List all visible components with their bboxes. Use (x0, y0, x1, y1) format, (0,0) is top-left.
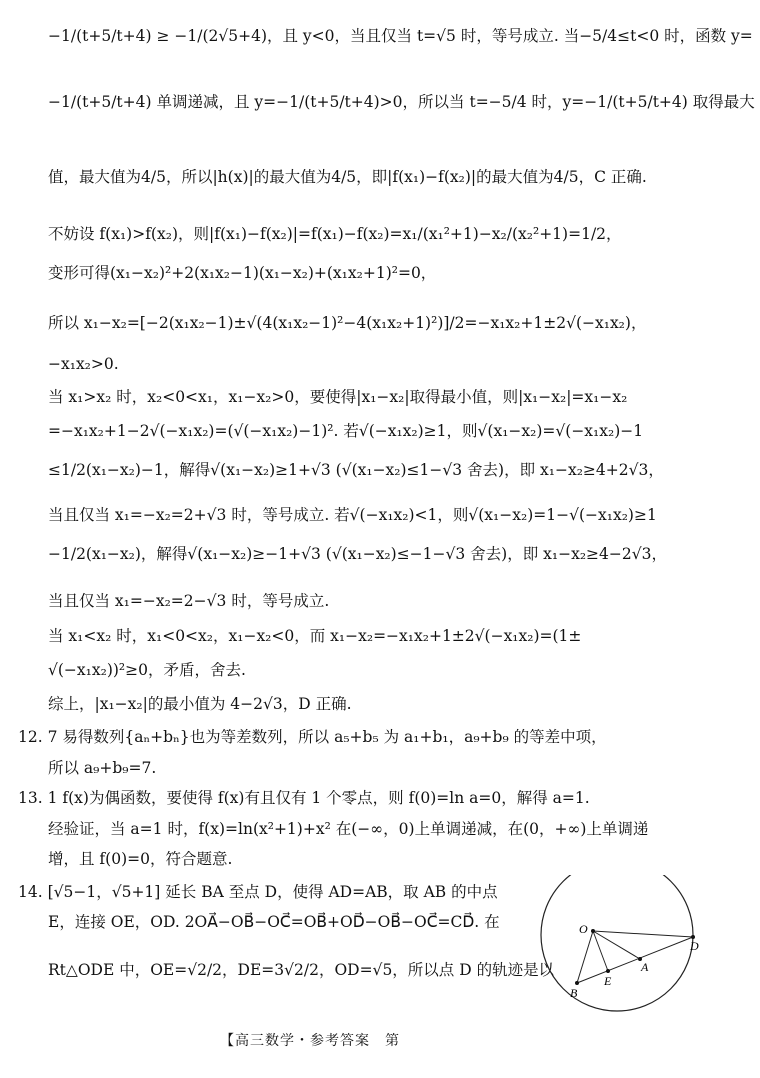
point-O (591, 929, 595, 933)
text-line: −1/(t+5/t+4) ≥ −1/(2√5+4)，且 y<0，当且仅当 t=√5 时，等号成立. 当−5/4≤t<0 时，函数 y= (48, 27, 753, 45)
text-line: =−x₁x₂+1−2√(−x₁x₂)=(√(−x₁x₂)−1)². 若√(−x₁x₂)≥1，则√(x₁−x₂)=√(−x₁x₂)−1 (48, 422, 644, 440)
text-line: 变形可得(x₁−x₂)²+2(x₁x₂−1)(x₁−x₂)+(x₁x₂+1)²=0， (48, 264, 437, 282)
text-line: 不妨设 f(x₁)>f(x₂)，则|f(x₁)−f(x₂)|=f(x₁)−f(x₂)=x₁/(x₁²+1)−x₂/(x₂²+1)=1/2， (48, 225, 622, 243)
fade-overlay (400, 1020, 760, 1078)
segment-OB (577, 931, 593, 983)
text-line: −1/2(x₁−x₂)，解得√(x₁−x₂)≥−1+√3 (√(x₁−x₂)≤−1−√3 舍去)，即 x₁−x₂≥4−2√3， (48, 545, 667, 563)
label-D: D (690, 939, 699, 953)
circle (541, 875, 693, 1011)
segment-BD (577, 937, 693, 983)
text-line: E，连接 OE，OD. 2OA⃗−OB⃗−OC⃗=OB⃗+OD⃗−OB⃗−OC⃗=CD⃗. 在 (48, 913, 500, 931)
text-line: −1/(t+5/t+4) 单调递减，且 y=−1/(t+5/t+4)>0，所以当 t=−5/4 时，y=−1/(t+5/t+4) 取得最大 (48, 93, 755, 111)
text-line: 当 x₁>x₂ 时，x₂<0<x₁，x₁−x₂>0，要使得|x₁−x₂|取得最小值，则|x₁−x₂|=x₁−x₂ (48, 388, 628, 406)
text-line: 综上，|x₁−x₂|的最小值为 4−2√3，D 正确. (48, 695, 352, 713)
point-E (606, 969, 610, 973)
text-line: 所以 a₉+b₉=7. (48, 759, 157, 777)
label-E: E (604, 974, 612, 988)
text-line: 12. 7 易得数列{aₙ+bₙ}也为等差数列，所以 a₅+b₅ 为 a₁+b₁，a₉+b₉ 的等差中项， (18, 728, 607, 746)
text-line: 所以 x₁−x₂=[−2(x₁x₂−1)±√(4(x₁x₂−1)²−4(x₁x₂+1)²)]/2=−x₁x₂+1±2√(−x₁x₂)， (48, 314, 647, 332)
label-O: O (579, 922, 588, 936)
text-line: 当且仅当 x₁=−x₂=2−√3 时，等号成立. (48, 592, 330, 610)
text-line: ≤1/2(x₁−x₂)−1，解得√(x₁−x₂)≥1+√3 (√(x₁−x₂)≤1−√3 舍去)，即 x₁−x₂≥4+2√3， (48, 461, 664, 479)
text-line: 经验证，当 a=1 时，f(x)=ln(x²+1)+x² 在(−∞，0)上单调递减，在(0，+∞)上单调递 (48, 820, 649, 838)
segment-OA (593, 931, 640, 959)
segment-OE (593, 931, 608, 971)
segment-OD (593, 931, 693, 937)
text-line: 当 x₁<x₂ 时，x₁<0<x₂，x₁−x₂<0，而 x₁−x₂=−x₁x₂+1±2√(−x₁x₂)=(1± (48, 627, 582, 645)
text-line: 增，且 f(0)=0，符合题意. (48, 850, 233, 868)
geometry-figure (535, 875, 720, 1015)
text-line: √(−x₁x₂))²≥0，矛盾，舍去. (48, 661, 246, 679)
text-line: −x₁x₂>0. (48, 355, 119, 373)
text-line: 13. 1 f(x)为偶函数，要使得 f(x)有且仅有 1 个零点，则 f(0)=ln a=0，解得 a=1. (18, 789, 590, 807)
point-B (575, 981, 579, 985)
label-B: B (570, 986, 578, 1000)
text-line: 值，最大值为4/5，所以|h(x)|的最大值为4/5，即|f(x₁)−f(x₂)|的最大值为4/5，C 正确. (48, 168, 647, 186)
page-footer: 【高三数学・参考答案 第 (220, 1033, 400, 1049)
text-line: 14. [√5−1，√5+1] 延长 BA 至点 D，使得 AD=AB，取 AB 的中点 (18, 883, 498, 901)
label-A: A (641, 960, 649, 974)
text-line: Rt△ODE 中，OE=√2/2，DE=3√2/2，OD=√5，所以点 D 的轨迹是以 (48, 961, 555, 979)
text-line: 当且仅当 x₁=−x₂=2+√3 时，等号成立. 若√(−x₁x₂)<1，则√(x₁−x₂)=1−√(−x₁x₂)≥1 (48, 506, 657, 524)
